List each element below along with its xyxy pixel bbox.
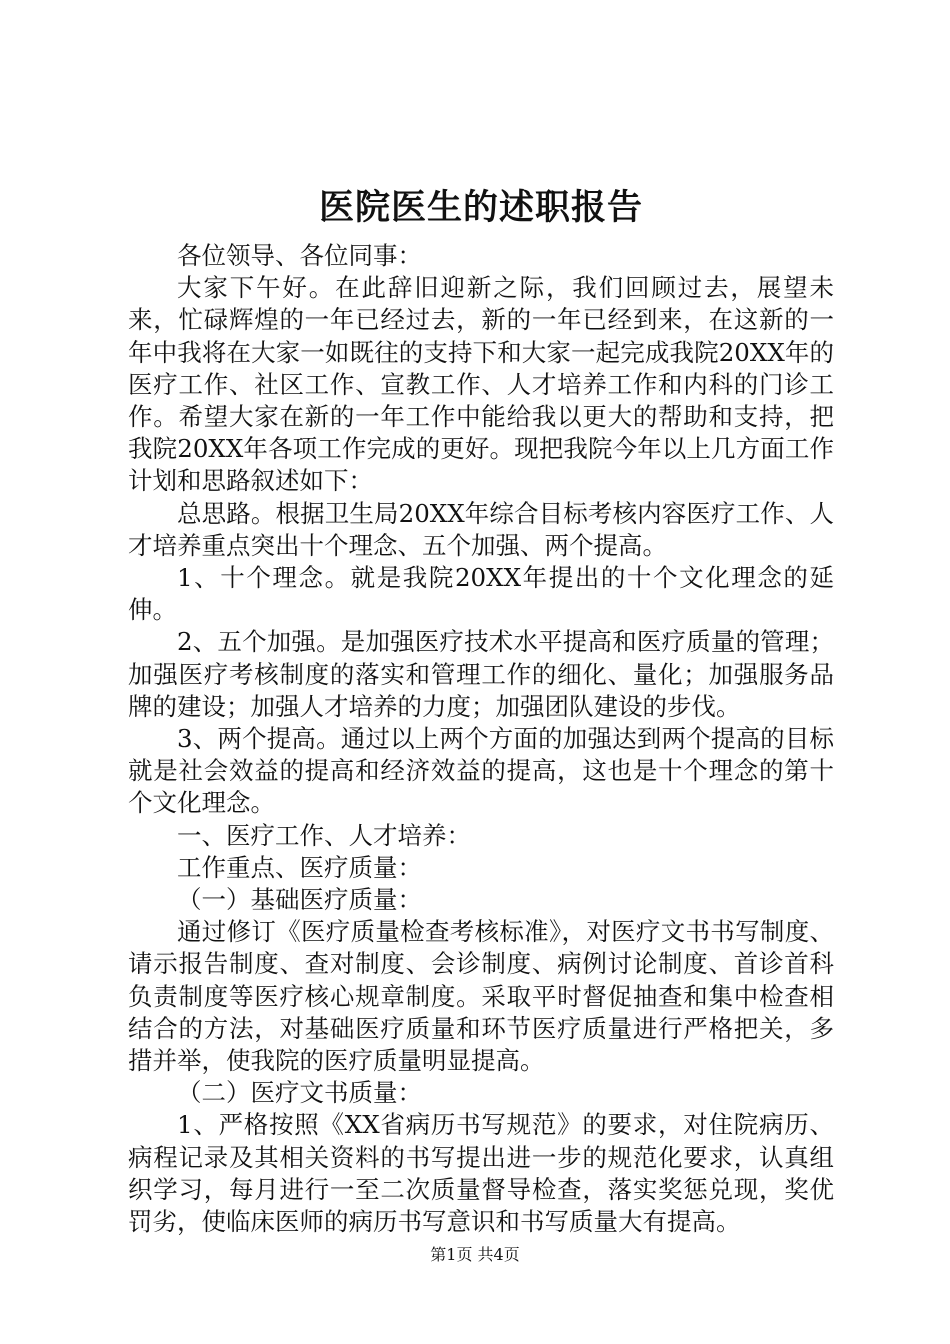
five-strengthenings-paragraph: 2、五个加强。是加强医疗技术水平提高和医疗质量的管理；加强医疗考核制度的落实和管理工作的细化、量化；加强服务品牌的建设；加强人才培养的力度；加强团队建设的步伐。 bbox=[128, 627, 834, 721]
salutation: 各位领导、各位同事： bbox=[177, 241, 422, 270]
overall-approach-paragraph: 总思路。根据卫生局20XX年综合目标考核内容医疗工作、人才培养重点突出十个理念、五个加强、两个提高。 bbox=[128, 498, 834, 560]
basic-quality-paragraph: 通过修订《医疗质量检查考核标准》，对医疗文书书写制度、请示报告制度、查对制度、会诊制度、病例讨论制度、首诊首科负责制度等医疗核心规章制度。采取平时督促抽查和集中检查相结合的方法，对基础医疗质量和环节医疗质量进行严格把关，多措并举，使我院的医疗质量明显提高。 bbox=[128, 917, 834, 1076]
subheading-work-focus: 工作重点、医疗质量： bbox=[177, 852, 422, 882]
subheading-basic-quality: （一）基础医疗质量： bbox=[177, 885, 422, 915]
document-body bbox=[128, 240, 834, 1238]
document-title: 医院医生的述职报告 bbox=[318, 187, 643, 228]
section-heading-medical-work: 一、医疗工作、人才培养： bbox=[177, 820, 471, 850]
opening-paragraph: 大家下午好。在此辞旧迎新之际，我们回顾过去，展望未来，忙碌辉煌的一年已经过去，新的一年已经到来，在这新的一年中我将在大家一如既往的支持下和大家一起完成我院20XX年的医疗工作、社区工作、宣教工作、人才培养工作和内科的门诊工作。希望大家在新的一年工作中能给我以更大的帮助和支持，把我院20XX年各项工作完成的更好。现把我院今年以上几方面工作计划和思路叙述如下： bbox=[128, 273, 834, 496]
document-quality-paragraph: 1、严格按照《XX省病历书写规范》的要求，对住院病历、病程记录及其相关资料的书写提出进一步的规范化要求，认真组织学习，每月进行一至二次质量督导检查，落实奖惩兑现，奖优罚劣，使临床医师的病历书写意识和书写质量大有提高。 bbox=[128, 1110, 834, 1237]
ten-concepts-paragraph: 1、十个理念。就是我院20XX年提出的十个文化理念的延伸。 bbox=[128, 563, 834, 625]
two-improvements-paragraph: 3、两个提高。通过以上两个方面的加强达到两个提高的目标就是社会效益的提高和经济效益的提高，这也是十个理念的第十个文化理念。 bbox=[128, 724, 834, 818]
subheading-document-quality: （二）医疗文书质量： bbox=[177, 1078, 422, 1108]
page-number-footer: 第1页 共4页 bbox=[430, 1245, 520, 1264]
